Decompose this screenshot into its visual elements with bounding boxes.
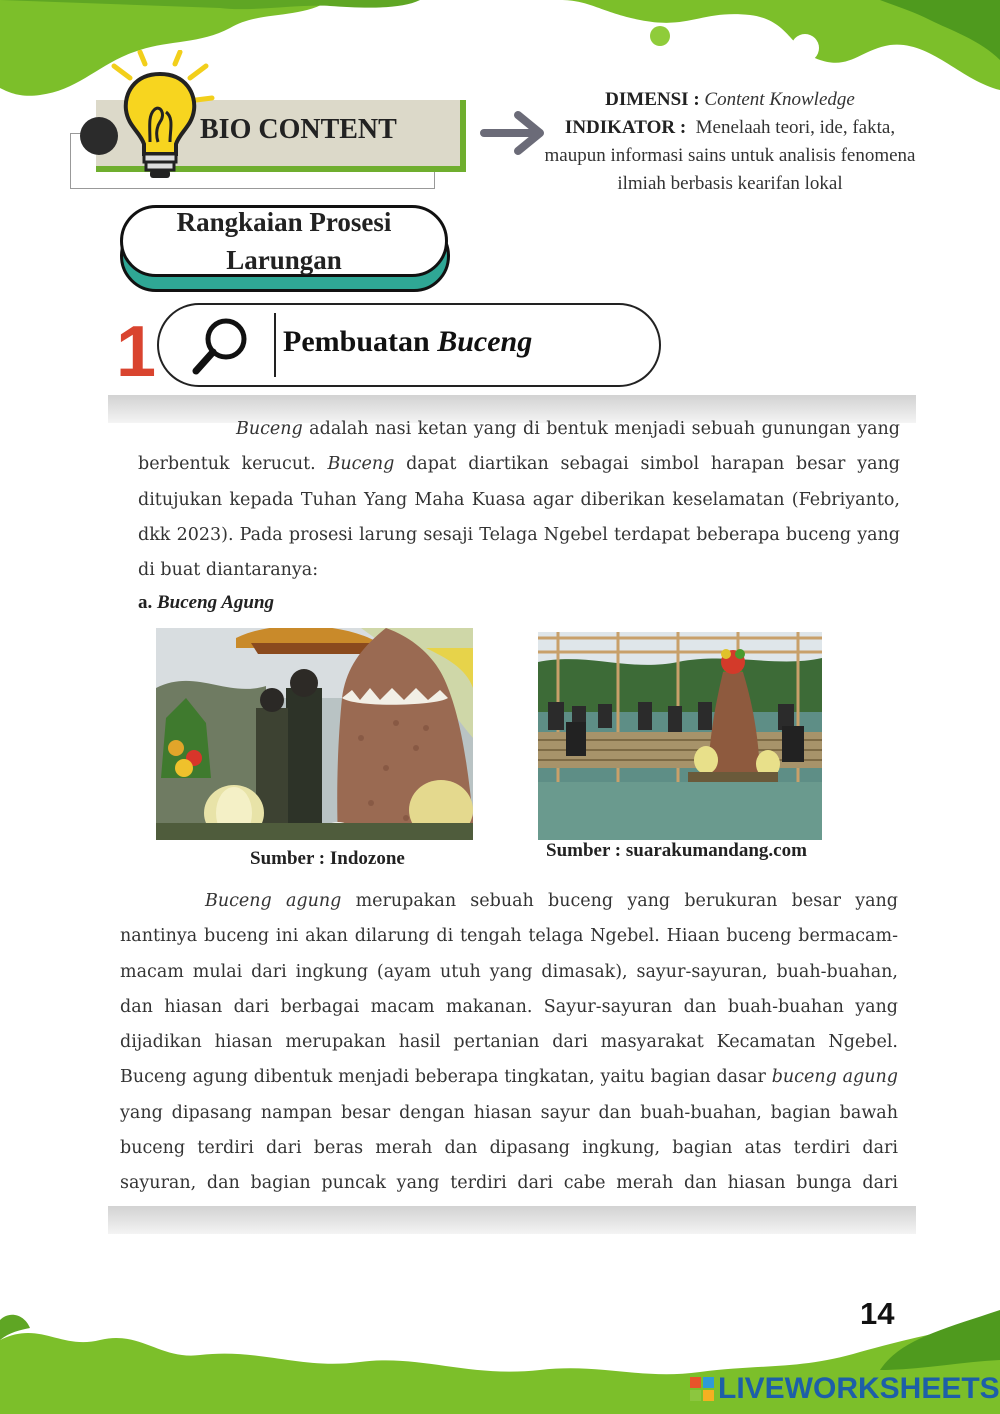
paragraph-intro — [138, 412, 900, 588]
brand-watermark[interactable] — [690, 1372, 1000, 1406]
para2-italic: buceng agung — [771, 1067, 899, 1088]
paragraph-buceng-agung — [120, 884, 898, 1237]
subheading-label: a. — [138, 592, 157, 613]
section-title — [283, 325, 532, 359]
para1-text-a: adalah nasi ketan yang di bentuk menjadi sebuah gunungan yang berbentuk kerucut. — [138, 419, 900, 475]
topic-title: Rangkaian Prosesi Larungan — [176, 207, 392, 275]
liveworksheets-logo-icon — [690, 1377, 714, 1401]
figure-caption-2: Sumber : suarakumandang.com — [546, 840, 807, 861]
para2-text-a: merupakan sebuah buceng yang berukuran besar yang nantinya buceng ini akan dilarung di tengah telaga Ngebel. Hiaan buceng bermacam-macam mulai dari ingkung (ayam utuh yang dimasak), sayur-sayuran, buah-buahan, dan hiasan dari berbagai macam makanan. Sayur-sayuran dan buah-buahan yang dijadikan hiasan merupakan hasil pertanian dari masyarakat Kecamatan Ngebel. Buceng agung dibentuk menjadi beberapa tingkatan, yaitu bagian dasar — [120, 891, 898, 1088]
subheading-title: Buceng Agung — [157, 592, 275, 613]
dimensi-label: DIMENSI : — [605, 89, 700, 110]
grey-separator-bottom — [108, 1206, 916, 1234]
section-title-italic: Buceng — [437, 325, 533, 358]
section-title-plain: Pembuatan — [283, 325, 438, 358]
figure-caption-1: Sumber : Indozone — [250, 848, 405, 869]
page-number: 14 — [860, 1296, 895, 1331]
heading-divider — [274, 313, 276, 377]
photo-buceng-lake — [538, 632, 822, 840]
section-number: 1 — [116, 312, 157, 392]
indikator-label: INDIKATOR : — [564, 117, 687, 138]
page-title: BIO CONTENT — [200, 114, 397, 145]
para2-lead: Buceng agung — [205, 891, 342, 911]
subheading-buceng-agung — [138, 592, 274, 614]
para1-lead: Buceng — [236, 419, 303, 439]
brand-text: LIVEWORKSHEETS — [718, 1372, 1000, 1405]
photo-buceng-ceremony — [156, 628, 473, 840]
search-icon — [190, 315, 252, 377]
indicator-block — [540, 86, 920, 198]
indikator-value: Menelaah teori, ide, fakta, maupun informasi sains untuk analisis fenomena ilmiah berbasis kearifan lokal — [544, 117, 916, 194]
dimensi-value: Content Knowledge — [704, 89, 855, 110]
para1-italic: Buceng — [327, 454, 395, 475]
para2-text-b: yang dipasang nampan besar dengan hiasan sayur dan buah-buahan, bagian bawah buceng terdiri dari beras merah dan dipasang ingkung, bagian atas terdiri dari sayuran, dan bagian puncak yang terdiri dari cabe merah dan hiasan bunga dari — [120, 1102, 898, 1194]
topic-pill — [120, 205, 448, 277]
para1-text-b: dapat diartikan sebagai simbol harapan besar yang ditujukan kepada Tuhan Yang Maha Kuasa agar diberikan keselamatan (Febriyanto, dkk 2023). Pada prosesi larung sesaji Telaga Ngebel terdapat beberapa buceng yang di buat diantaranya: — [138, 454, 900, 581]
